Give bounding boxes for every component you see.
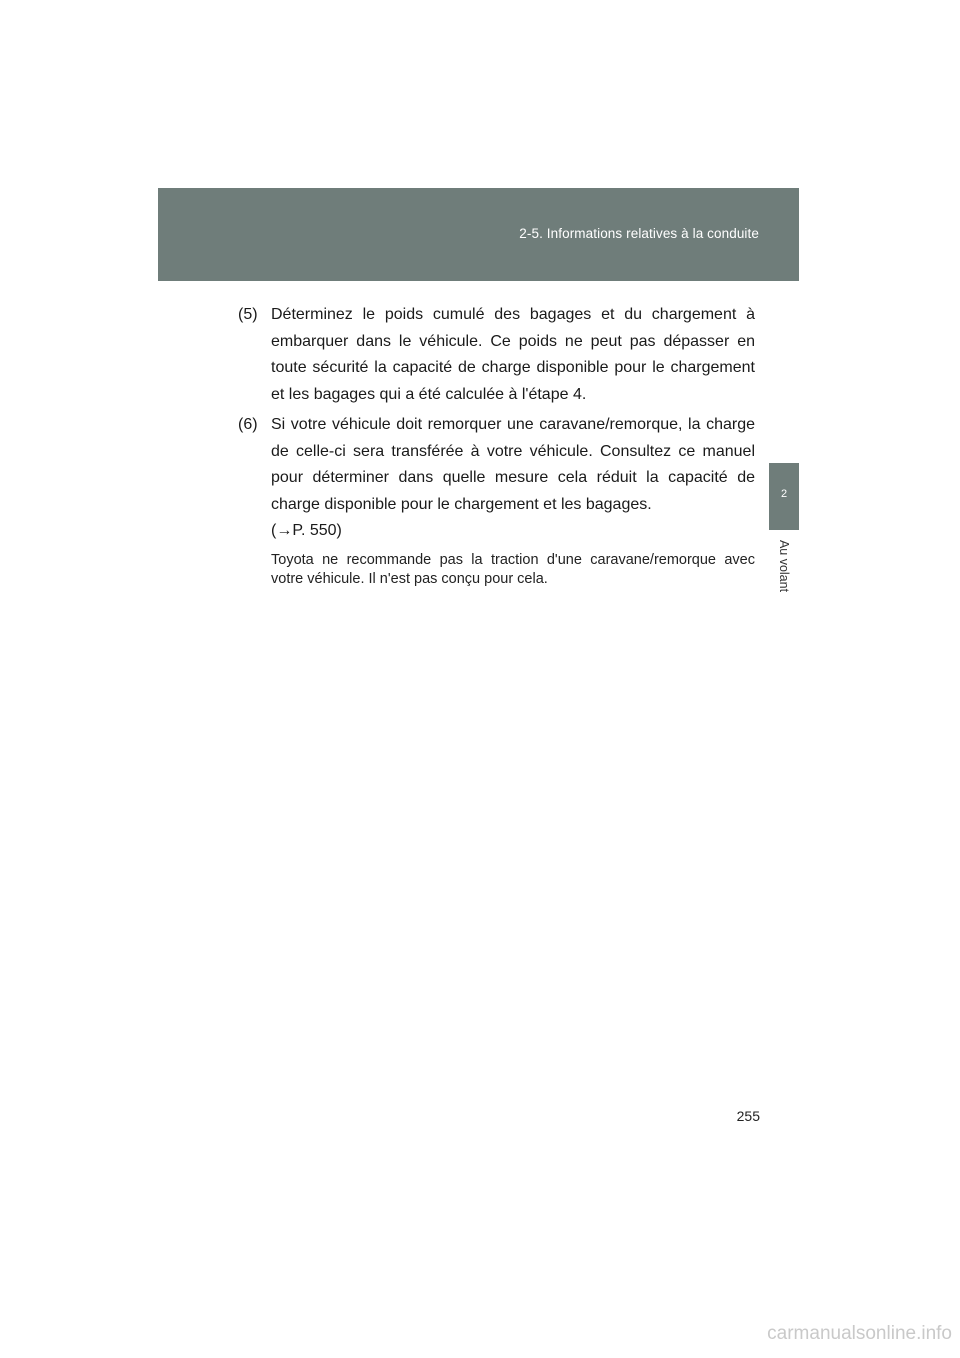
step-number: (5)	[238, 306, 258, 323]
section-title: 2-5. Informations relatives à la conduite	[519, 226, 759, 241]
main-content	[238, 302, 755, 589]
chapter-tab	[769, 463, 799, 530]
chapter-label: Au volant	[777, 539, 791, 593]
step-number: (6)	[238, 416, 258, 433]
watermark: carmanualsonline.info	[767, 1323, 952, 1344]
towing-note: Toyota ne recommande pas la traction d'une caravane/remorque avec votre véhicule. Il n'est pas conçu pour cela.	[271, 551, 755, 587]
page-reference: (→P. 550)	[271, 522, 342, 539]
section-header-band	[158, 188, 799, 281]
page-number: 255	[736, 1108, 760, 1124]
step-6	[238, 412, 755, 545]
chapter-number: 2	[780, 488, 788, 500]
step-text: Si votre véhicule doit remorquer une caravane/remorque, la charge de celle-ci sera transférée à votre véhicule. Consultez ce manuel pour déterminer dans quelle mesure cela réduit la capacité de charge disponible pour le chargement et les bagages.	[271, 416, 755, 513]
step-5	[238, 302, 755, 408]
step-text: Déterminez le poids cumulé des bagages et du chargement à embarquer dans le véhicule. Ce poids ne peut pas dépasser en toute sécurité la capacité de charge disponible pour le chargement et les bagages qui a été calculée à l'étape 4.	[271, 306, 755, 403]
